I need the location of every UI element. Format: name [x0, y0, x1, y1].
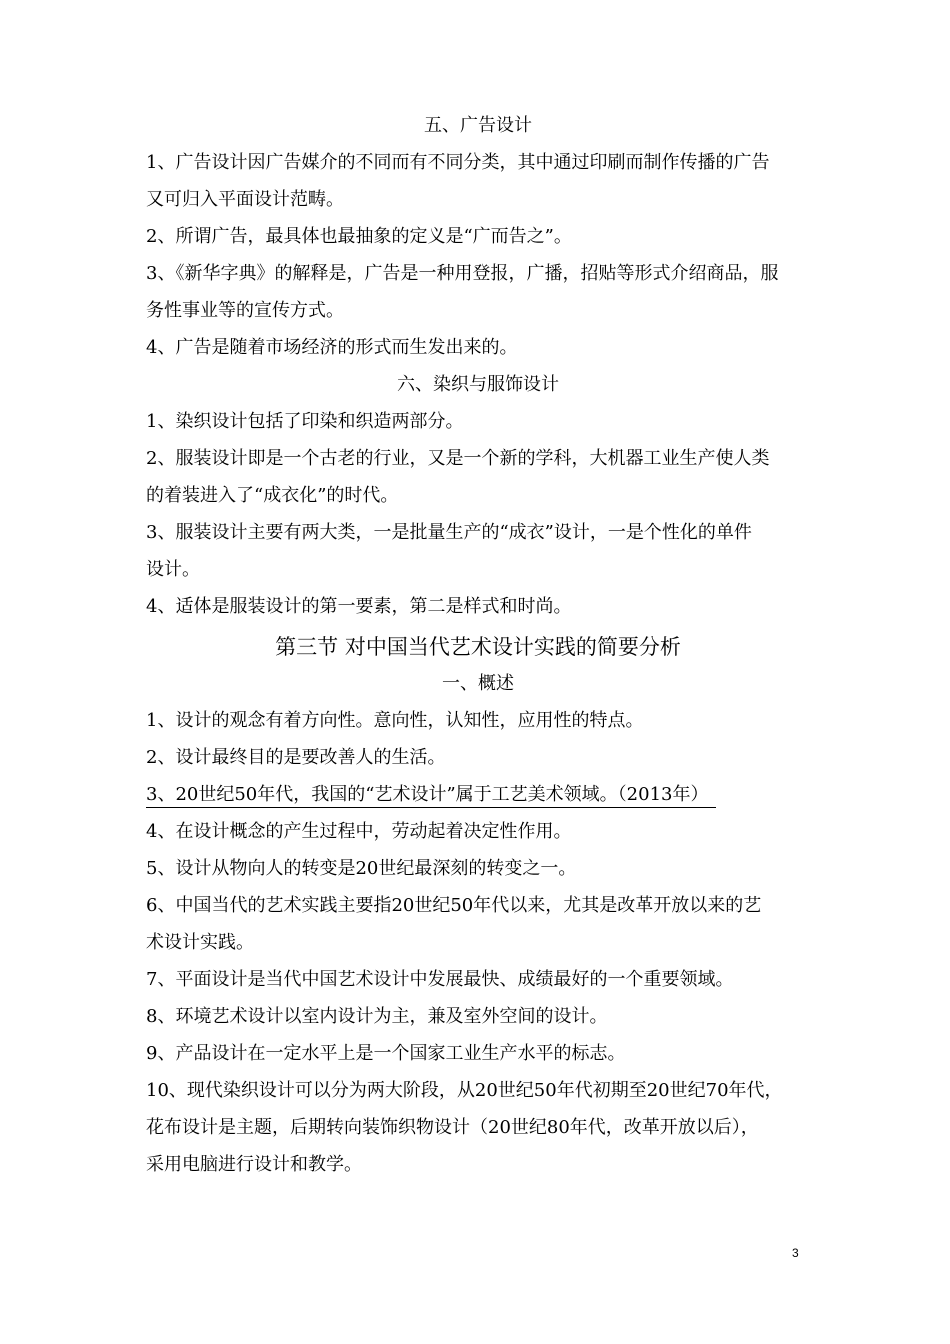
paragraph-line: 8、环境艺术设计以室内设计为主，兼及室外空间的设计。: [146, 1006, 608, 1027]
paragraph-line: 10、现代染织设计可以分为两大阶段，从20世纪50年代初期至20世纪70年代，: [146, 1080, 783, 1101]
paragraph-line: 1、广告设计因广告媒介的不同而有不同分类，其中通过印刷而制作传播的广告: [146, 152, 770, 173]
heading-textile-fashion-design: 六、染织与服饰设计: [397, 374, 559, 395]
paragraph-line: 4、在设计概念的产生过程中，劳动起着决定性作用。: [146, 821, 572, 842]
paragraph-line: 5、设计从物向人的转变是20世纪最深刻的转变之一。: [146, 858, 577, 879]
paragraph-line: 又可归入平面设计范畴。: [146, 189, 344, 210]
heading-overview: 一、概述: [442, 673, 514, 694]
paragraph-line: 7、平面设计是当代中国艺术设计中发展最快、成绩最好的一个重要领域。: [146, 969, 734, 990]
paragraph-line: 3、服装设计主要有两大类，一是批量生产的“成衣”设计，一是个性化的单件: [146, 522, 752, 543]
heading-advertising-design: 五、广告设计: [424, 115, 532, 136]
paragraph-line: 1、设计的观念有着方向性。意向性，认知性，应用性的特点。: [146, 710, 644, 731]
paragraph-line: 务性事业等的宣传方式。: [146, 300, 344, 321]
paragraph-line: 4、广告是随着市场经济的形式而生发出来的。: [146, 337, 518, 358]
paragraph-line: 3、《新华字典》的解释是，广告是一种用登报，广播，招贴等形式介绍商品，服: [146, 263, 779, 284]
page-number: 3: [792, 1246, 799, 1260]
paragraph-line: 2、所谓广告，最具体也最抽象的定义是“广而告之”。: [146, 226, 572, 247]
paragraph-line: 1、染织设计包括了印染和织造两部分。: [146, 411, 464, 432]
paragraph-line: 6、中国当代的艺术实践主要指20世纪50年代以来，尤其是改革开放以来的艺: [146, 895, 762, 916]
paragraph-line: 2、设计最终目的是要改善人的生活。: [146, 747, 446, 768]
document-body: [146, 114, 810, 1190]
paragraph-line: 采用电脑进行设计和教学。: [146, 1154, 362, 1175]
section-title: 第三节 对中国当代艺术设计实践的简要分析: [275, 635, 681, 659]
paragraph-line: 花布设计是主题，后期转向装饰织物设计（20世纪80年代，改革开放以后），: [146, 1117, 759, 1138]
underlined-exam-point: 3、20世纪50年代，我国的“艺术设计”属于工艺美术领域。（2013年）: [146, 783, 716, 808]
paragraph-line: 4、适体是服装设计的第一要素，第二是样式和时尚。: [146, 596, 572, 617]
paragraph-line: 9、产品设计在一定水平上是一个国家工业生产水平的标志。: [146, 1043, 626, 1064]
paragraph-line: 2、服装设计即是一个古老的行业，又是一个新的学科，大机器工业生产使人类: [146, 448, 770, 469]
paragraph-line: 设计。: [146, 559, 200, 580]
underlined-line-wrapper: [146, 783, 810, 820]
paragraph-line: 术设计实践。: [146, 932, 254, 953]
paragraph-line: 的着装进入了“成衣化”的时代。: [146, 485, 399, 506]
